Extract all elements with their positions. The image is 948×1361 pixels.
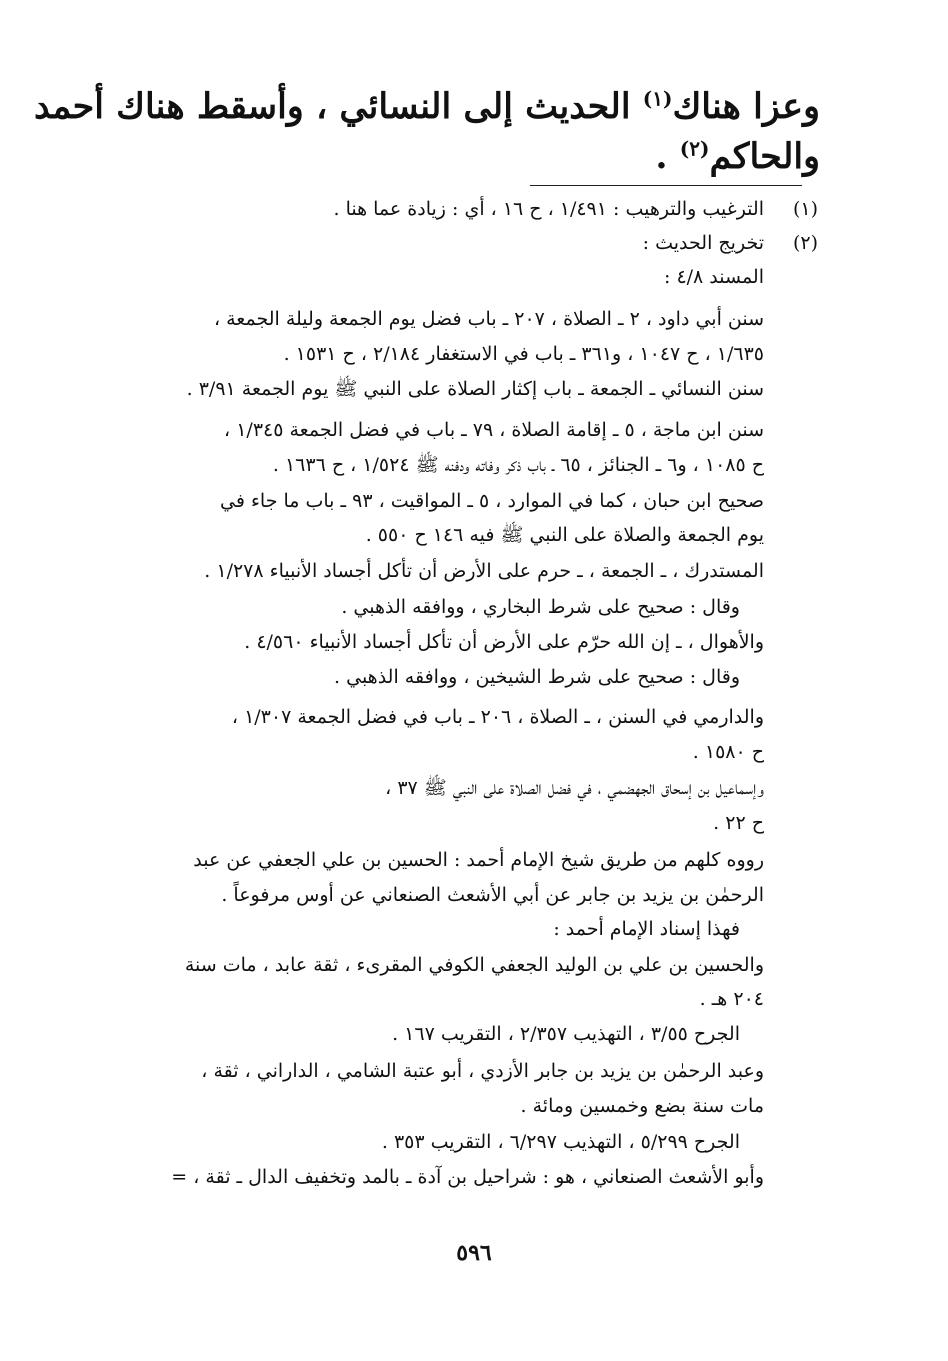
footnote-line: وأبو الأشعث الصنعاني ، هو : شراحيل بن آدة ـ بالمد وتخفيف الدال ـ ثقة ، = [171, 1166, 764, 1188]
footnote-line: وقال : صحيح على شرط الشيخين ، ووافقه الذهبي . [334, 666, 740, 688]
footnote-2-marker: (٢) [792, 232, 818, 254]
footnote-line: ١/٦٣٥ ، ح ١٠٤٧ ، و٣٦١ ـ باب في الاستغفار ٢/١٨٤ ، ح ١٥٣١ . [283, 343, 764, 365]
footnote-line: الجرح ٣/٥٥ ، التهذيب ٢/٣٥٧ ، التقريب ١٦٧ . [392, 1023, 740, 1045]
footnote-ref-1[interactable]: (١) [642, 86, 673, 111]
footnote-line: والأهوال ، ـ إن الله حرّم على الأرض أن تأكل أجساد الأنبياء ٤/٥٦٠ . [244, 631, 764, 653]
footnote-1-marker: (١) [792, 198, 818, 220]
footnote-line: وإسماعيل بن إسحاق الجهضمي ، في فضل الصلاة على النبي ﷺ ٣٧ ، [385, 777, 764, 799]
footnote-line: الرحمٰن بن يزيد بن جابر عن أبي الأشعث الصنعاني عن أوس مرفوعاً . [221, 884, 764, 906]
main-text-line-2 [655, 132, 820, 182]
footnote-2-heading: تخريج الحديث : [642, 232, 764, 254]
main-text-segment: وعزا هناك [672, 86, 820, 127]
main-text-segment: والحاكم [709, 136, 820, 177]
footnote-separator [530, 185, 802, 186]
footnote-line: سنن أبي داود ، ٢ ـ الصلاة ، ٢٠٧ ـ باب فضل يوم الجمعة وليلة الجمعة ، [213, 308, 764, 330]
footnote-line: ح ١٠٨٥ ، و٦ ـ الجنائز ، ٦٥ ـ باب ذكر وفاته ودفنه ﷺ ١/٥٢٤ ، ح ١٦٣٦ . [272, 454, 764, 476]
footnote-ref-2[interactable]: (٢) [679, 136, 710, 161]
footnote-line: الجرح ٥/٢٩٩ ، التهذيب ٦/٢٩٧ ، التقريب ٣٥٣ . [381, 1131, 740, 1153]
footnote-line: ح ١٥٨٠ . [692, 741, 764, 763]
footnote-line: والحسين بن علي بن الوليد الجعفي الكوفي المقرىء ، ثقة عابد ، مات سنة [184, 954, 764, 976]
footnote-line: فهذا إسناد الإمام أحمد : [553, 918, 740, 940]
footnote-line: سنن النسائي ـ الجمعة ـ باب إكثار الصلاة على النبي ﷺ يوم الجمعة ٣/٩١ . [186, 378, 764, 400]
footnote-line: مات سنة بضع وخمسين ومائة . [520, 1095, 764, 1117]
main-text-block [34, 82, 820, 182]
footnote-line: صحيح ابن حبان ، كما في الموارد ، ٥ ـ المواقيت ، ٩٣ ـ باب ما جاء في [220, 490, 764, 512]
footnote-line: وقال : صحيح على شرط البخاري ، ووافقه الذهبي . [341, 596, 740, 618]
footnote-1-text: الترغيب والترهيب : ١/٤٩١ ، ح ١٦ ، أي : زيادة عما هنا . [333, 198, 764, 220]
footnote-line: يوم الجمعة والصلاة على النبي ﷺ فيه ١٤٦ ح ٥٥٠ . [365, 524, 764, 546]
footnote-line: ح ٢٢ . [713, 812, 764, 834]
page-number: ٥٩٦ [456, 1240, 492, 1266]
footnote-line: المسند ٤/٨ : [663, 266, 764, 288]
main-text-line-1 [34, 82, 820, 132]
footnote-line: المستدرك ، ـ الجمعة ، ـ حرم على الأرض أن تأكل أجساد الأنبياء ١/٢٧٨ . [204, 560, 764, 582]
main-text-segment: . [655, 136, 680, 177]
footnote-line: ٢٠٤ هـ . [699, 988, 764, 1010]
footnote-line: وعبد الرحمٰن بن يزيد بن جابر الأزدي ، أبو عتبة الشامي ، الداراني ، ثقة ، [201, 1060, 764, 1082]
main-text-segment: الحديث إلى النسائي ، وأسقط هناك أحمد [34, 86, 643, 127]
footnote-line: سنن ابن ماجة ، ٥ ـ إقامة الصلاة ، ٧٩ ـ باب في فضل الجمعة ١/٣٤٥ ، [224, 419, 764, 441]
footnote-line: والدارمي في السنن ، ـ الصلاة ، ٢٠٦ ـ باب في فضل الجمعة ١/٣٠٧ ، [231, 706, 764, 728]
footnote-line: رووه كلهم من طريق شيخ الإمام أحمد : الحسين بن علي الجعفي عن عبد [193, 849, 764, 871]
